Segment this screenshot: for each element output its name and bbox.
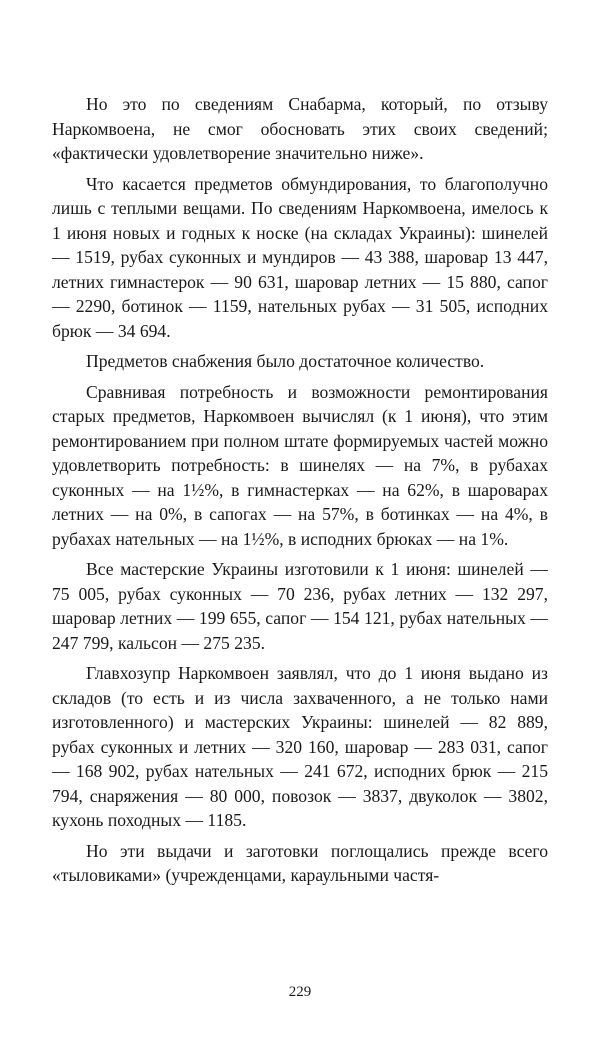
- paragraph-6: Главхозупр Наркомвоен заявлял, что до 1 июня выдано из складов (то есть и из числа захваченного, а не только нами изготовленного) и мастерских Украины: шинелей — 82 889, рубах суконных и летних — 320 160, шаровар — 283 031, сапог — 168 902, рубах нательных — 241 672, исподних брюк — 215 794, снаряжения — 80 000, повозок — 3837, двуколок — 3802, кухонь походных — 1185.: [52, 663, 548, 830]
- paragraph-5: Все мастерские Украины изготовили к 1 июня: шинелей — 75 005, рубах суконных — 70 236, рубах летних — 132 297, шаровар летних — 199 655, сапог — 154 121, рубах нательных — 247 799, кальсон — 275 235.: [52, 559, 548, 653]
- paragraph-1: Но это по сведениям Снабарма, который, по отзыву Наркомвоена, не смог обосновать этих своих сведений; «фактически удовлетворение значительно ниже».: [52, 94, 548, 163]
- paragraph-7: Но эти выдачи и заготовки поглощались прежде всего «тыловиками» (учрежденцами, караульными частя-: [52, 840, 548, 885]
- paragraph-3: Предметов снабжения было достаточное количество.: [86, 351, 485, 371]
- paragraph-2: Что касается предметов обмундирования, то благополучно лишь с теплыми вещами. По сведениям Наркомвоена, имелось к 1 июня новых и годных к носке (на складах Украины): шинелей — 1519, рубах суконных и мундиров — 43 388, шаровар 13 447, летних гимнастерок — 90 631, шаровар летних — 15 880, сапог — 2290, ботинок — 1159, нательных рубах — 31 505, исподних брюк — 34 694.: [52, 173, 548, 341]
- paragraph-4: Сравнивая потребность и возможности ремонтирования старых предметов, Наркомвоен вычислял (к 1 июня), что этим ремонтированием при полном штате формируемых частей можно удовлетворить потребность: в шинелях — на 7%, в рубахах суконных — на 1½%, в гимнастерках — на 62%, в шароварах летних — на 0%, в сапогах — на 57%, в ботинках — на 4%, в рубахах нательных — на 1½%, в исподних брюках — на 1%.: [52, 381, 548, 549]
- body-text: [52, 92, 548, 888]
- page-number: 229: [288, 984, 312, 1000]
